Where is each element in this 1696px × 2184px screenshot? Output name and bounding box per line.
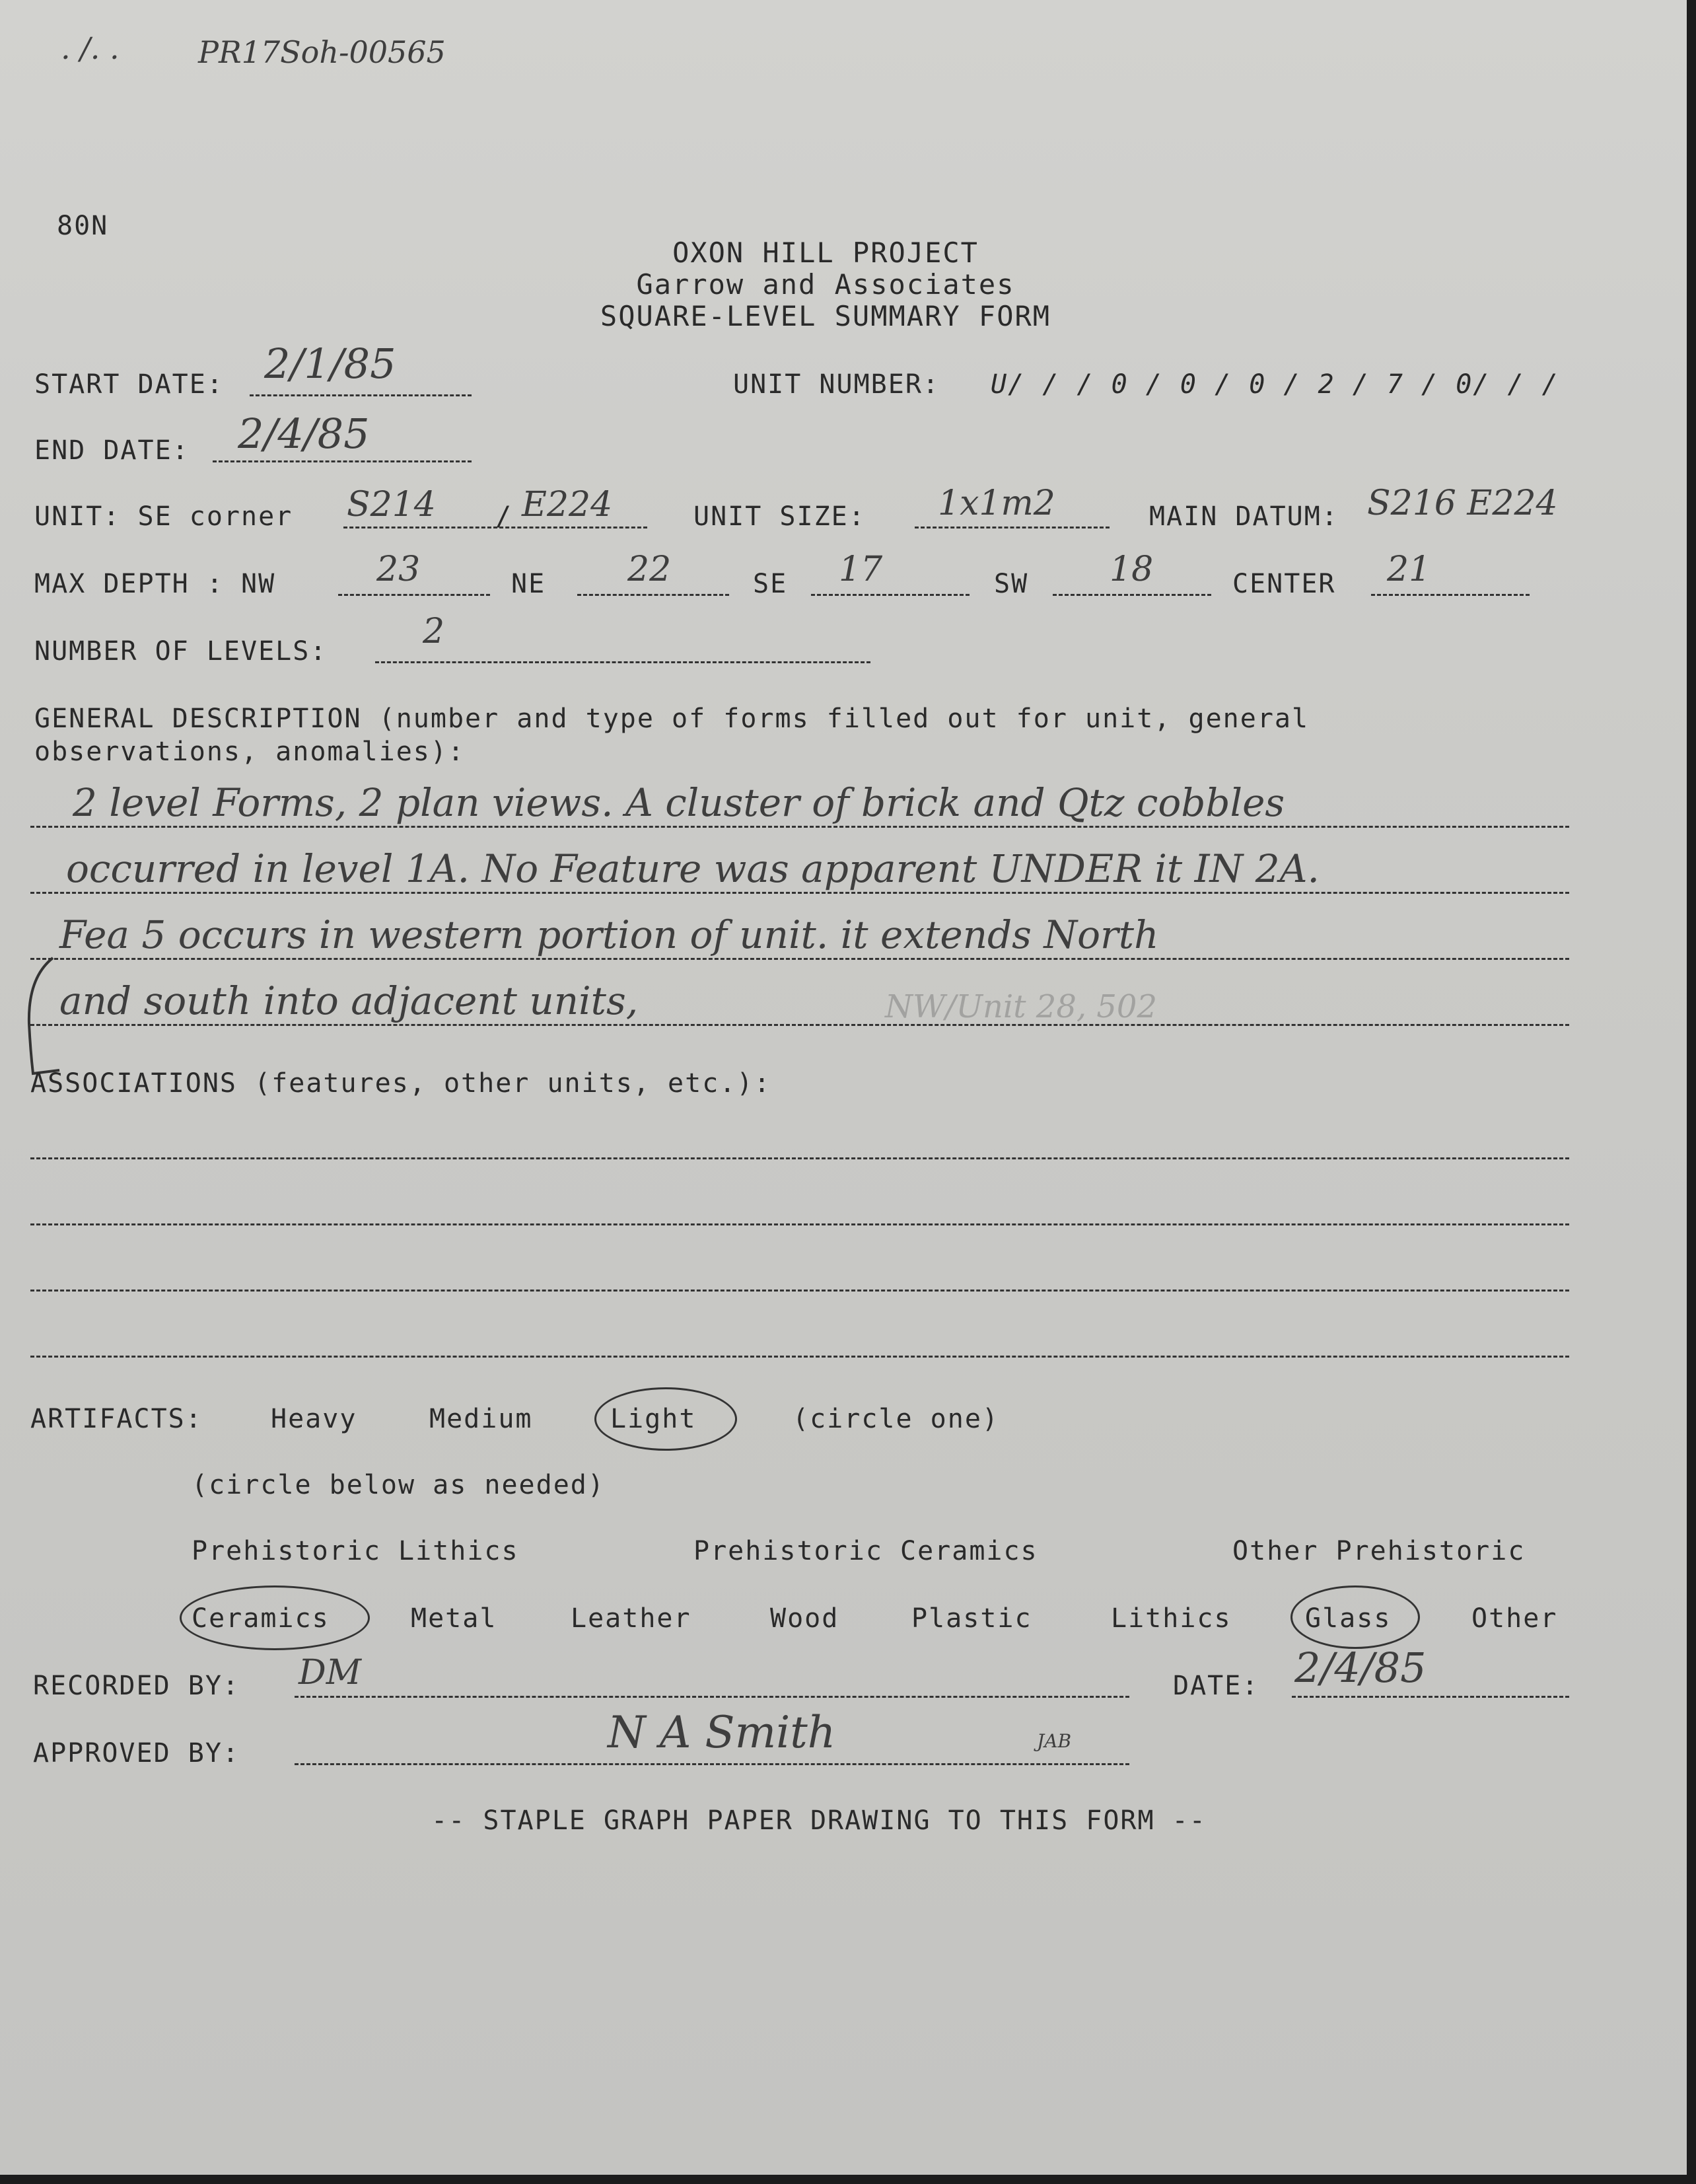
description-line-2 — [30, 892, 1569, 894]
start-date-label: START DATE: — [34, 369, 224, 400]
description-text-4: and south into adjacent units, — [59, 978, 639, 1023]
artifact-leather: Leather — [571, 1603, 691, 1634]
general-description-label-2: observations, anomalies): — [34, 737, 466, 767]
max-depth-label: MAX DEPTH : NW — [34, 569, 276, 599]
levels-label: NUMBER OF LEVELS: — [34, 636, 328, 667]
unit-north-value: S214 — [347, 485, 436, 525]
description-text-3: Fea 5 occurs in western portion of unit. it extends North — [59, 912, 1159, 957]
end-date-line — [213, 460, 472, 462]
unit-size-label: UNIT SIZE: — [693, 501, 866, 532]
end-date-label: END DATE: — [34, 435, 190, 466]
unit-number-value: U/ / / 0 / 0 / 0 / 2 / 7 / 0/ / / — [991, 369, 1559, 400]
artifacts-label: ARTIFACTS: — [30, 1404, 203, 1434]
associations-line-4 — [30, 1356, 1569, 1358]
center-label: CENTER — [1232, 569, 1336, 599]
nw-value: 23 — [376, 550, 421, 589]
artifact-plastic: Plastic — [911, 1603, 1032, 1634]
project-title: OXON HILL PROJECT — [672, 237, 979, 269]
prehistoric-lithics: Prehistoric Lithics — [192, 1536, 519, 1566]
associations-line-2 — [30, 1223, 1569, 1225]
sw-line — [1053, 594, 1211, 596]
other-prehistoric: Other Prehistoric — [1232, 1536, 1526, 1566]
approved-by-label: APPROVED BY: — [33, 1738, 240, 1768]
description-line-1 — [30, 826, 1569, 828]
associations-line-3 — [30, 1290, 1569, 1292]
recorded-by-value: DM — [299, 1653, 361, 1693]
recorded-by-line — [295, 1696, 1129, 1698]
scan-edge-bottom — [0, 2175, 1696, 2184]
center-line — [1371, 594, 1530, 596]
recorded-by-label: RECORDED BY: — [33, 1671, 240, 1701]
description-line-3 — [30, 958, 1569, 960]
artifact-metal: Metal — [411, 1603, 497, 1634]
ne-label: NE — [511, 569, 546, 599]
se-value: 17 — [839, 550, 883, 589]
light-selection-circle — [594, 1387, 737, 1451]
unit-size-value: 1x1m2 — [938, 484, 1055, 523]
unit-size-line — [915, 527, 1110, 528]
nw-line — [338, 594, 490, 596]
start-date-line — [250, 394, 472, 396]
bracket-mark-icon — [13, 951, 73, 1083]
main-datum-label: MAIN DATUM: — [1149, 501, 1339, 532]
associations-line-1 — [30, 1157, 1569, 1159]
center-value: 21 — [1387, 550, 1431, 589]
company-name: Garrow and Associates — [636, 268, 1015, 301]
form-title: SQUARE-LEVEL SUMMARY FORM — [600, 300, 1051, 332]
side-label: 80N — [57, 211, 109, 241]
se-line — [811, 594, 970, 596]
prehistoric-ceramics: Prehistoric Ceramics — [693, 1536, 1038, 1566]
approved-signature: N A Smith — [608, 1707, 836, 1758]
artifact-heavy: Heavy — [271, 1404, 357, 1434]
recorded-date-value: 2/4/85 — [1294, 1644, 1427, 1692]
general-description-label: GENERAL DESCRIPTION (number and type of forms filled out for unit, general — [34, 704, 1310, 734]
artifact-medium: Medium — [429, 1404, 533, 1434]
ne-line — [577, 594, 729, 596]
description-text-1: 2 level Forms, 2 plan views. A cluster of brick and Qtz cobbles — [73, 780, 1285, 825]
description-text-2: occurred in level 1A. No Feature was apparent UNDER it IN 2A. — [66, 846, 1320, 891]
staple-instruction: -- STAPLE GRAPH PAPER DRAWING TO THIS FORM -- — [431, 1805, 1207, 1836]
unit-east-value: E224 — [522, 485, 613, 525]
description-faint-note: NW/Unit 28, 502 — [885, 988, 1157, 1025]
artifact-glass: Glass — [1305, 1603, 1392, 1634]
recorded-date-line — [1292, 1696, 1569, 1698]
corner-mark: . /. . — [61, 30, 120, 66]
description-line-4 — [30, 1024, 1569, 1026]
artifact-light: Light — [610, 1404, 697, 1434]
start-date-value: 2/1/85 — [264, 340, 396, 388]
se-label: SE — [753, 569, 788, 599]
document-id: PR17Soh-00565 — [198, 34, 446, 70]
sw-value: 18 — [1110, 550, 1154, 589]
sw-label: SW — [994, 569, 1029, 599]
approved-by-line — [295, 1763, 1129, 1765]
unit-slash: / — [495, 501, 513, 532]
levels-line — [375, 661, 870, 663]
main-datum-value: S216 E224 — [1367, 484, 1558, 523]
artifact-wood: Wood — [770, 1603, 839, 1634]
ne-value: 22 — [627, 550, 672, 589]
unit-corner-label: UNIT: SE corner — [34, 501, 293, 532]
glass-selection-circle — [1290, 1585, 1420, 1649]
associations-label: ASSOCIATIONS (features, other units, etc.): — [30, 1068, 771, 1099]
recorded-date-label: DATE: — [1173, 1671, 1259, 1701]
artifact-lithics: Lithics — [1111, 1603, 1232, 1634]
levels-value: 2 — [423, 612, 445, 651]
artifact-other: Other — [1471, 1603, 1558, 1634]
ceramics-selection-circle — [180, 1585, 370, 1650]
circle-one-note: (circle one) — [793, 1404, 999, 1434]
circle-below-note: (circle below as needed) — [192, 1470, 605, 1500]
approved-initials: JAB — [1037, 1730, 1072, 1752]
scan-edge-right — [1687, 0, 1696, 2184]
end-date-value: 2/4/85 — [238, 410, 370, 458]
artifact-ceramics: Ceramics — [192, 1603, 330, 1634]
unit-number-label: UNIT NUMBER: — [733, 369, 940, 400]
